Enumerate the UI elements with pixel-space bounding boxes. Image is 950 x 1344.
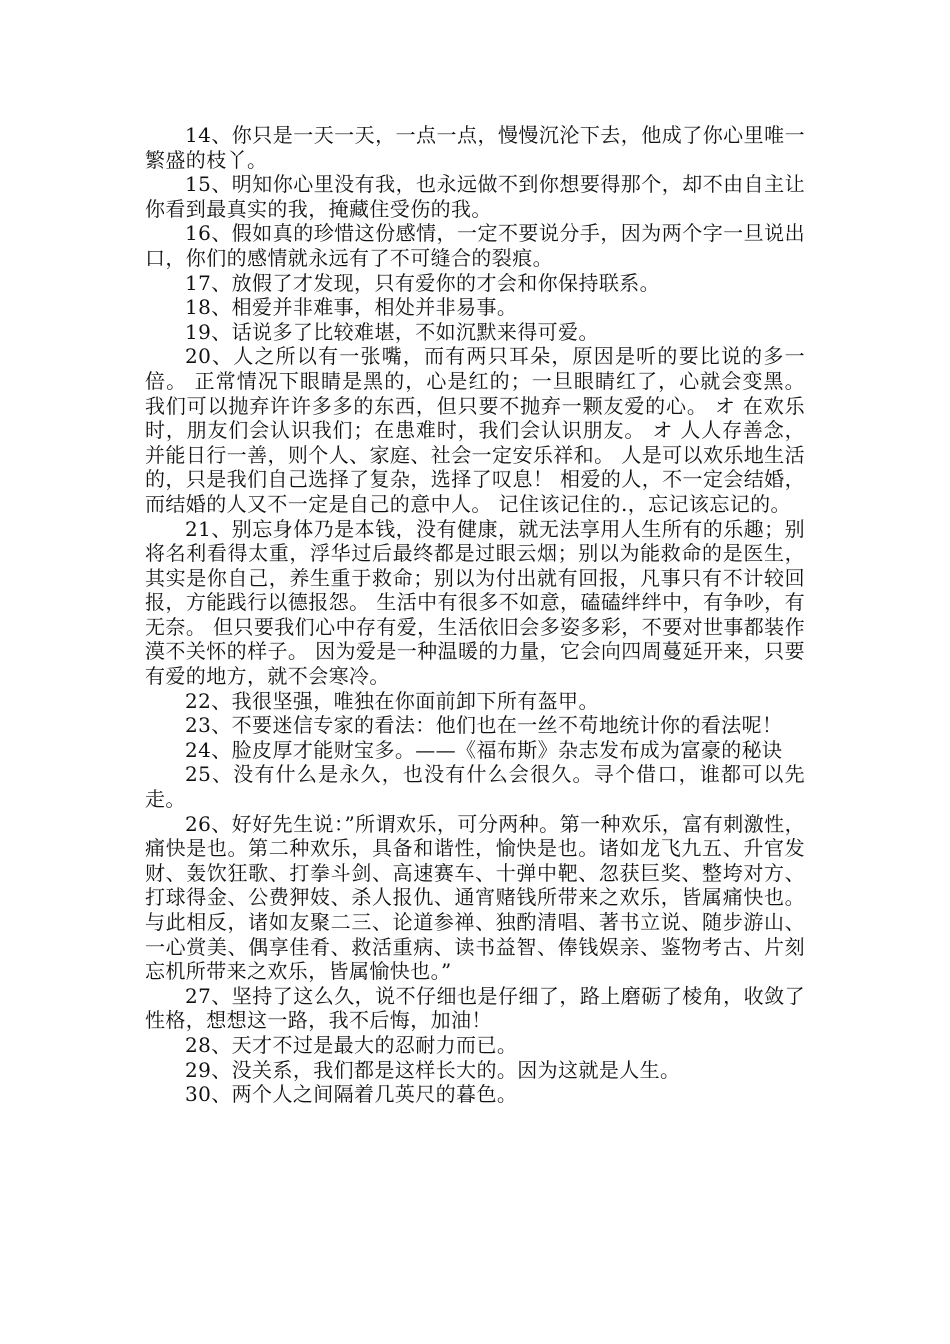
quote-paragraph-21: 21、别忘身体乃是本钱，没有健康，就无法享用人生所有的乐趣；别将名利看得太重，浮华过后最终都是过眼云烟；别以为能救命的是医生，其实是你自己，养生重于救命；别以为付出就有回报，凡事只有不计较回报，方能践行以德报怨。 生活中有很多不如意，磕磕绊绊中，有争吵，有无奈。 但只要我们心中存有爱，生活依旧会多姿多彩，不要对世事都装作漠不关怀的样子。 因为爱是一种温暖的力量，它会向四周蔓延开来，只要有爱的地方，就不会寒冷。 bbox=[145, 516, 805, 689]
quote-paragraph-14: 14、你只是一天一天，一点一点，慢慢沉沦下去，他成了你心里唯一繁盛的枝丫。 bbox=[145, 123, 805, 172]
quote-paragraph-30: 30、两个人之间隔着几英尺的暮色。 bbox=[185, 1082, 518, 1107]
quote-paragraph-19: 19、话说多了比较难堪，不如沉默来得可爱。 bbox=[185, 319, 599, 344]
quote-paragraph-24: 24、脸皮厚才能财宝多。——《福布斯》杂志发布成为富豪的秘诀 bbox=[185, 737, 783, 762]
quote-paragraph-16: 16、假如真的珍惜这份感情，一定不要说分手，因为两个字一旦说出口，你们的感情就永远有了不可缝合的裂痕。 bbox=[145, 221, 805, 270]
quote-paragraph-25: 25、没有什么是永久，也没有什么会很久。寻个借口，谁都可以先走。 bbox=[145, 762, 805, 812]
quote-paragraph-15: 15、明知你心里没有我，也永远做不到你想要得那个，却不由自主让你看到最真实的我，掩藏住受伤的我。 bbox=[145, 172, 805, 221]
document-body bbox=[145, 123, 805, 1107]
quote-paragraph-27: 27、坚持了这么久，说不仔细也是仔细了，路上磨砺了棱角，收敛了性格，想想这一路，我不后悔，加油！ bbox=[145, 983, 805, 1033]
quote-paragraph-26: 26、好好先生说：”所谓欢乐，可分两种。第一种欢乐，富有刺激性，痛快是也。第二种欢乐，具备和谐性，愉快是也。诸如龙飞九五、升官发财、轰饮狂歌、打拳斗剑、高速赛车、十弹中靶、忽获巨奖、整垮对方、打球得金、公费狎妓、杀人报仇、通宵赌钱所带来之欢乐，皆属痛快也。与此相反，诸如友聚二三、论道参禅、独酌清唱、著书立说、随步游山、一心赏美、偶享佳肴、救活重病、读书益智、俸钱娱亲、鉴物考古、片刻忘机所带来之欢乐，皆属愉快也。” bbox=[145, 811, 805, 984]
quote-paragraph-17: 17、放假了才发现，只有爱你的才会和你保持联系。 bbox=[185, 270, 661, 295]
quote-paragraph-28: 28、天才不过是最大的忍耐力而已。 bbox=[185, 1032, 518, 1057]
quote-paragraph-23: 23、不要迷信专家的看法：他们也在一丝不苟地统计你的看法呢！ bbox=[185, 713, 783, 738]
quote-paragraph-29: 29、没关系，我们都是这样长大的。因为这就是人生。 bbox=[185, 1057, 681, 1082]
quote-paragraph-20: 20、人之所以有一张嘴，而有两只耳朵，原因是听的要比说的多一倍。 正常情况下眼睛是黑的，心是红的；一旦眼睛红了，心就会变黑。 我们可以抛弃许许多多的东西，但只要不抛弃一颗友爱的心。 オ 在欢乐时，朋友们会认识我们；在患难时，我们会认识朋友。 オ 人人存善念，并能日行一善，则个人、家庭、社会一定安乐祥和。 人是可以欢乐地生活的，只是我们自己选择了复杂，选择了叹息！ 相爱的人，不一定会结婚，而结婚的人又不一定是自己的意中人。 记住该记住的.，忘记该忘记的。 bbox=[145, 344, 805, 516]
quote-paragraph-22: 22、我很坚强，唯独在你面前卸下所有盔甲。 bbox=[185, 688, 599, 713]
quote-paragraph-18: 18、相爱并非难事，相处并非易事。 bbox=[185, 295, 518, 320]
